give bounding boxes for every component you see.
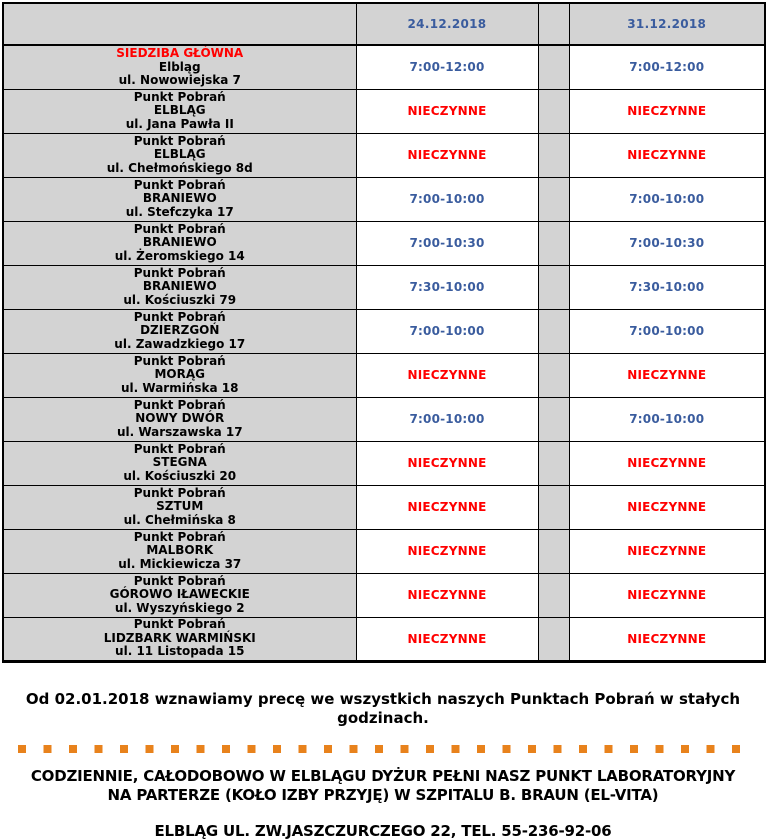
hours-cell-24-12: 7:00-10:00 [356,397,538,441]
spacer-cell [538,309,569,353]
header-date-31-12: 31.12.2018 [569,3,765,45]
location-title: Punkt Pobrań [133,573,226,588]
hours-cell-31-12: NIECZYNNE [569,353,765,397]
location-title: Punkt Pobrań [133,265,226,280]
hours-cell-31-12: 7:00-12:00 [569,45,765,89]
location-city: BRANIEWO [142,235,217,250]
table-row [3,485,765,529]
table-row [3,573,765,617]
location-title: Punkt Pobrań [133,221,226,236]
table-row [3,177,765,221]
hours-cell-31-12: 7:00-10:00 [569,397,765,441]
location-city: LIDZBARK WARMIŃSKI [103,630,256,645]
hours-cell-31-12: NIECZYNNE [569,573,765,617]
location-street: ul. Wyszyńskiego 2 [114,600,245,615]
hours-cell-31-12: NIECZYNNE [569,133,765,177]
location-street: ul. Chełmińska 8 [123,512,236,527]
location-title: Punkt Pobrań [133,309,226,324]
location-cell [3,89,356,133]
location-cell [3,133,356,177]
location-cell [3,265,356,309]
hours-cell-31-12: NIECZYNNE [569,529,765,573]
location-street: ul. Kościuszki 20 [123,468,237,483]
hours-cell-24-12: NIECZYNNE [356,573,538,617]
spacer-cell [538,221,569,265]
location-title: Punkt Pobrań [133,353,226,368]
hours-cell-31-12: 7:00-10:00 [569,309,765,353]
spacer-cell [538,45,569,89]
location-city: STEGNA [152,455,207,470]
location-street: ul. Zawadzkiego 17 [114,336,246,351]
location-street: ul. 11 Listopada 15 [115,644,245,659]
location-cell [3,309,356,353]
location-street: ul. Żeromskiego 14 [114,248,245,263]
location-title: Punkt Pobrań [133,485,226,500]
hours-cell-24-12: NIECZYNNE [356,617,538,661]
duty-note-line1: CODZIENNIE, CAŁODOBOWO W ELBLĄGU DYŻUR PEŁNI NASZ PUNKT LABORATORYJNY [30,766,736,785]
table-row [3,221,765,265]
header-date-24-12: 24.12.2018 [356,3,538,45]
location-cell [3,177,356,221]
table-row [3,529,765,573]
location-street: ul. Stefczyka 17 [125,204,234,219]
location-cell [3,441,356,485]
table-row [3,397,765,441]
holiday-hours-table [2,2,766,663]
table-row [3,353,765,397]
hours-cell-24-12: NIECZYNNE [356,529,538,573]
hours-cell-24-12: NIECZYNNE [356,485,538,529]
location-city: MORĄG [154,367,206,382]
location-title: Punkt Pobrań [133,133,226,148]
table-row [3,309,765,353]
table-row [3,45,765,89]
header-spacer-cell [538,3,569,45]
spacer-cell [538,397,569,441]
hours-cell-31-12: NIECZYNNE [569,485,765,529]
spacer-cell [538,529,569,573]
spacer-cell [538,441,569,485]
duty-note-line2: NA PARTERZE (KOŁO IZBY PRZYJĘ) W SZPITALU B. BRAUN (EL-VITA) [107,785,659,804]
location-cell [3,485,356,529]
location-title: Punkt Pobrań [133,397,226,412]
header-row [3,3,765,45]
location-title: Punkt Pobrań [133,89,226,104]
location-title: SIEDZIBA GŁÓWNA [116,46,244,60]
hours-cell-31-12: NIECZYNNE [569,617,765,661]
location-cell [3,221,356,265]
table-row [3,265,765,309]
table-row [3,133,765,177]
hours-cell-24-12: 7:00-12:00 [356,45,538,89]
hours-cell-31-12: 7:30-10:00 [569,265,765,309]
location-city: BRANIEWO [142,191,217,206]
hours-cell-24-12: 7:30-10:00 [356,265,538,309]
hours-cell-24-12: NIECZYNNE [356,89,538,133]
location-city: ELBLĄG [153,103,206,118]
location-cell [3,529,356,573]
spacer-cell [538,573,569,617]
location-cell [3,617,356,661]
hours-cell-31-12: 7:00-10:00 [569,177,765,221]
location-street: ul. Warmińska 18 [121,380,239,395]
location-street: ul. Chełmońskiego 8d [106,160,253,175]
hours-cell-24-12: 7:00-10:30 [356,221,538,265]
address-phone-note: ELBLĄG UL. ZW.JASZCZURCZEGO 22, TEL. 55-236-92-06 [154,821,612,840]
schedule-page [0,2,766,840]
location-street: ul. Kościuszki 79 [123,292,237,307]
hours-cell-24-12: NIECZYNNE [356,133,538,177]
table-row [3,617,765,661]
hours-cell-24-12: NIECZYNNE [356,353,538,397]
spacer-cell [538,353,569,397]
location-title: Punkt Pobrań [133,177,226,192]
location-title: Punkt Pobrań [133,441,226,456]
table-row [3,441,765,485]
location-city: BRANIEWO [142,279,217,294]
location-street: ul. Nowowiejska 7 [118,73,241,87]
spacer-cell [538,265,569,309]
location-street: ul. Warszawska 17 [116,424,243,439]
location-cell [3,353,356,397]
hours-cell-31-12: 7:00-10:30 [569,221,765,265]
location-city: ELBLĄG [153,147,206,162]
hours-cell-31-12: NIECZYNNE [569,89,765,133]
location-city: NOWY DWÓR [135,411,225,426]
location-cell [3,573,356,617]
resume-work-note: Od 02.01.2018 wznawiamy precę we wszystkich naszych Punktach Pobrań w stałych godzinach. [25,689,741,727]
location-street: ul. Mickiewicza 37 [118,556,242,571]
spacer-cell [538,177,569,221]
spacer-cell [538,89,569,133]
spacer-cell [538,485,569,529]
location-cell [3,45,356,89]
location-title: Punkt Pobrań [133,617,226,632]
location-city: GÓROWO IŁAWECKIE [109,587,250,602]
dotted-separator [18,745,746,753]
table-row [3,89,765,133]
hours-cell-24-12: 7:00-10:00 [356,309,538,353]
location-city: MALBORK [146,543,214,558]
duty-note [0,767,766,805]
location-street: ul. Jana Pawła II [125,116,234,131]
location-cell [3,397,356,441]
hours-cell-24-12: NIECZYNNE [356,441,538,485]
location-city: DZIERZGOŃ [140,323,220,338]
spacer-cell [538,617,569,661]
spacer-cell [538,133,569,177]
hours-cell-31-12: NIECZYNNE [569,441,765,485]
location-city: SZTUM [156,499,204,514]
hours-cell-24-12: 7:00-10:00 [356,177,538,221]
location-title: Punkt Pobrań [133,529,226,544]
header-location-cell [3,3,356,45]
location-city: Elbląg [158,59,201,74]
